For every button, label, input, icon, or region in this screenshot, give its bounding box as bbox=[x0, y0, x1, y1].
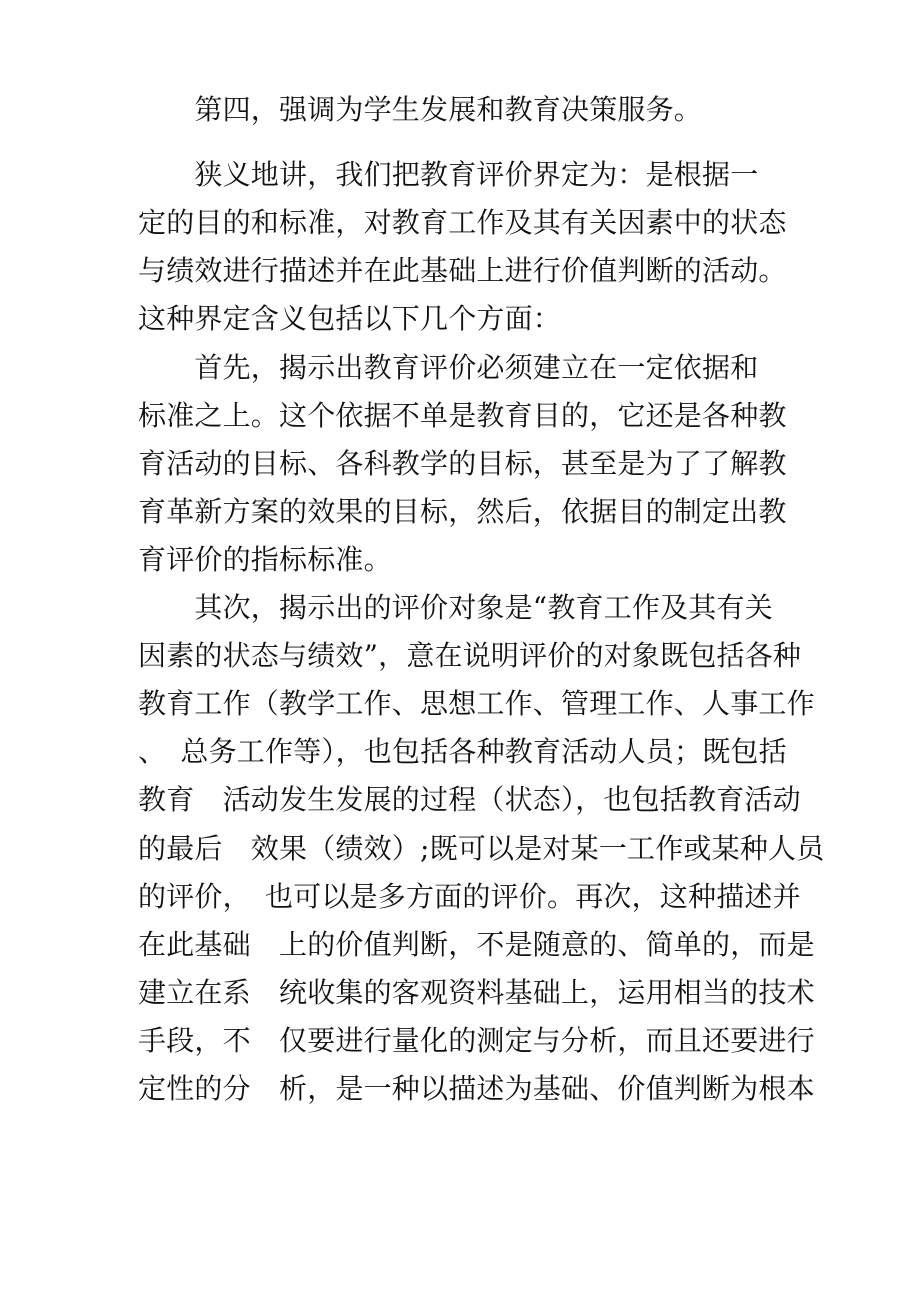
text-line: 建立在系 统收集的客观资料基础上，运用相当的技术 bbox=[138, 976, 815, 1009]
text-line: 在此基础 上的价值判断，不是随意的、简单的，而是 bbox=[138, 928, 815, 961]
text-line: 教育 活动发生发展的过程（状态），也包括教育活动 bbox=[138, 783, 801, 816]
text-line: 其次，揭示出的评价对象是“教育工作及其有关 bbox=[138, 591, 773, 624]
text-line: 这种界定含义包括以下几个方面： bbox=[138, 302, 562, 335]
text-line: 定的目的和标准，对教育工作及其有关因素中的状态 bbox=[138, 206, 787, 239]
text-line: 因素的状态与绩效”，意在说明评价的对象既包括各种 bbox=[138, 639, 802, 672]
text-line: 手段，不 仅要进行量化的测定与分析，而且还要进行 bbox=[138, 1024, 815, 1057]
text-line: 的最后 效果（绩效）;既可以是对某一工作或某种人员 bbox=[138, 832, 825, 865]
text-line: 教育工作（教学工作、思想工作、管理工作、人事工作 bbox=[138, 687, 815, 720]
text-line: 育活动的目标、各科教学的目标，甚至是为了了解教 bbox=[138, 447, 787, 480]
text-line: 狭义地讲，我们把教育评价界定为：是根据一 bbox=[138, 158, 759, 191]
text-line: 首先，揭示出教育评价必须建立在一定依据和 bbox=[138, 351, 759, 384]
text-line: 、 总务工作等），也包括各种教育活动人员；既包括 bbox=[138, 735, 787, 768]
text-line: 第四，强调为学生发展和教育决策服务。 bbox=[138, 93, 703, 126]
text-line: 定性的分 析，是一种以描述为基础、价值判断为根本 bbox=[138, 1072, 815, 1105]
text-line: 与绩效进行描述并在此基础上进行价值判断的活动。 bbox=[138, 254, 787, 287]
text-line: 育革新方案的效果的目标，然后，依据目的制定出教 bbox=[138, 495, 787, 528]
text-line: 标准之上。这个依据不单是教育目的，它还是各种教 bbox=[138, 399, 787, 432]
text-line: 的评价， 也可以是多方面的评价。再次，这种描述并 bbox=[138, 880, 801, 913]
text-line: 育评价的指标标准。 bbox=[138, 543, 392, 576]
